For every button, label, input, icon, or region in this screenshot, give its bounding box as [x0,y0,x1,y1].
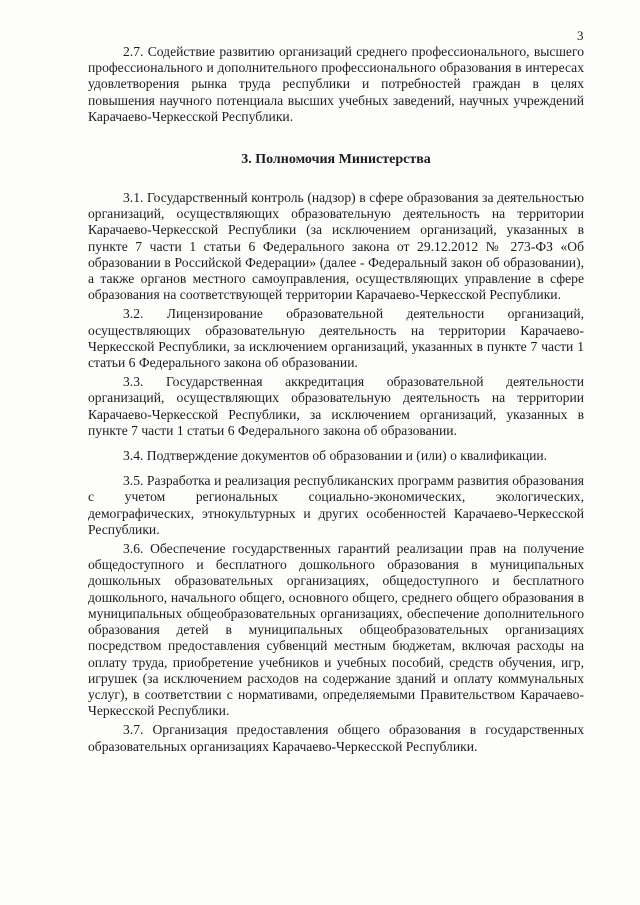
paragraph-3-3: 3.3. Государственная аккредитация образовательной деятельности организаций, осуществляющих образовательную деятельность на территории Карачаево-Черкесской Республики, за исключением организаций, указанных в пункте 7 части 1 статьи 6 Федерального закона об образовании. [88,374,584,438]
paragraph-3-4: 3.4. Подтверждение документов об образовании и (или) о квалификации. [123,448,548,464]
paragraph-3-5: 3.5. Разработка и реализация республиканских программ развития образования с учетом региональных социально-экономических, экологических, демографических, этнокультурных и других особенностей Карачаево-Черкесской Республики. [88,473,584,537]
page-number: 3 [577,28,584,43]
paragraph-2-7: 2.7. Содействие развитию организаций среднего профессионального, высшего профессионального и дополнительного профессионального образования в интересах удовлетворения рынка труда республики и потребностей граждан в целях повышения научного потенциала высших учебных заведений, научных учреждений Карачаево-Черкесской Республики. [88,44,584,124]
section-title: 3. Полномочия Министерства [241,152,431,168]
paragraph-3-7: 3.7. Организация предоставления общего образования в государственных образовательных организациях Карачаево-Черкесской Республики. [88,722,584,754]
document-body [88,44,584,755]
paragraph-3-1: 3.1. Государственный контроль (надзор) в сфере образования за деятельностью организаций, осуществляющих образовательную деятельность на территории Карачаево-Черкесской Республики (за исключением организаций, указанных в пункте 7 части 1 статьи 6 Федерального закона от 29.12.2012 № 273-ФЗ «Об образовании в Российской Федерации» (далее - Федеральный закон об образовании), а также органов местного самоуправления, осуществляющих управление в сфере образования на соответствующей территории Карачаево-Черкесской Республики. [88,190,584,303]
paragraph-3-2: 3.2. Лицензирование образовательной деятельности организаций, осуществляющих образовательную деятельность на территории Карачаево-Черкесской Республики, за исключением организаций, указанных в пункте 7 части 1 статьи 6 Федерального закона об образовании. [88,306,584,371]
paragraph-3-6: 3.6. Обеспечение государственных гарантий реализации прав на получение общедоступного и бесплатного дошкольного образования в муниципальных дошкольных образовательных организациях, общедоступного и бесплатного дошкольного, начального общего, основного общего, среднего общего образования в муниципальных общеобразовательных организациях, обеспечение дополнительного образования детей в муниципальных общеобразовательных организациях посредством предоставления субвенций местным бюджетам, включая расходы на оплату труда, приобретение учебников и учебных пособий, средств обучения, игр, игрушек (за исключением расходов на содержание зданий и оплату коммунальных услуг), в соответствии с нормативами, определяемыми Правительством Карачаево-Черкесской Республики. [88,541,584,719]
